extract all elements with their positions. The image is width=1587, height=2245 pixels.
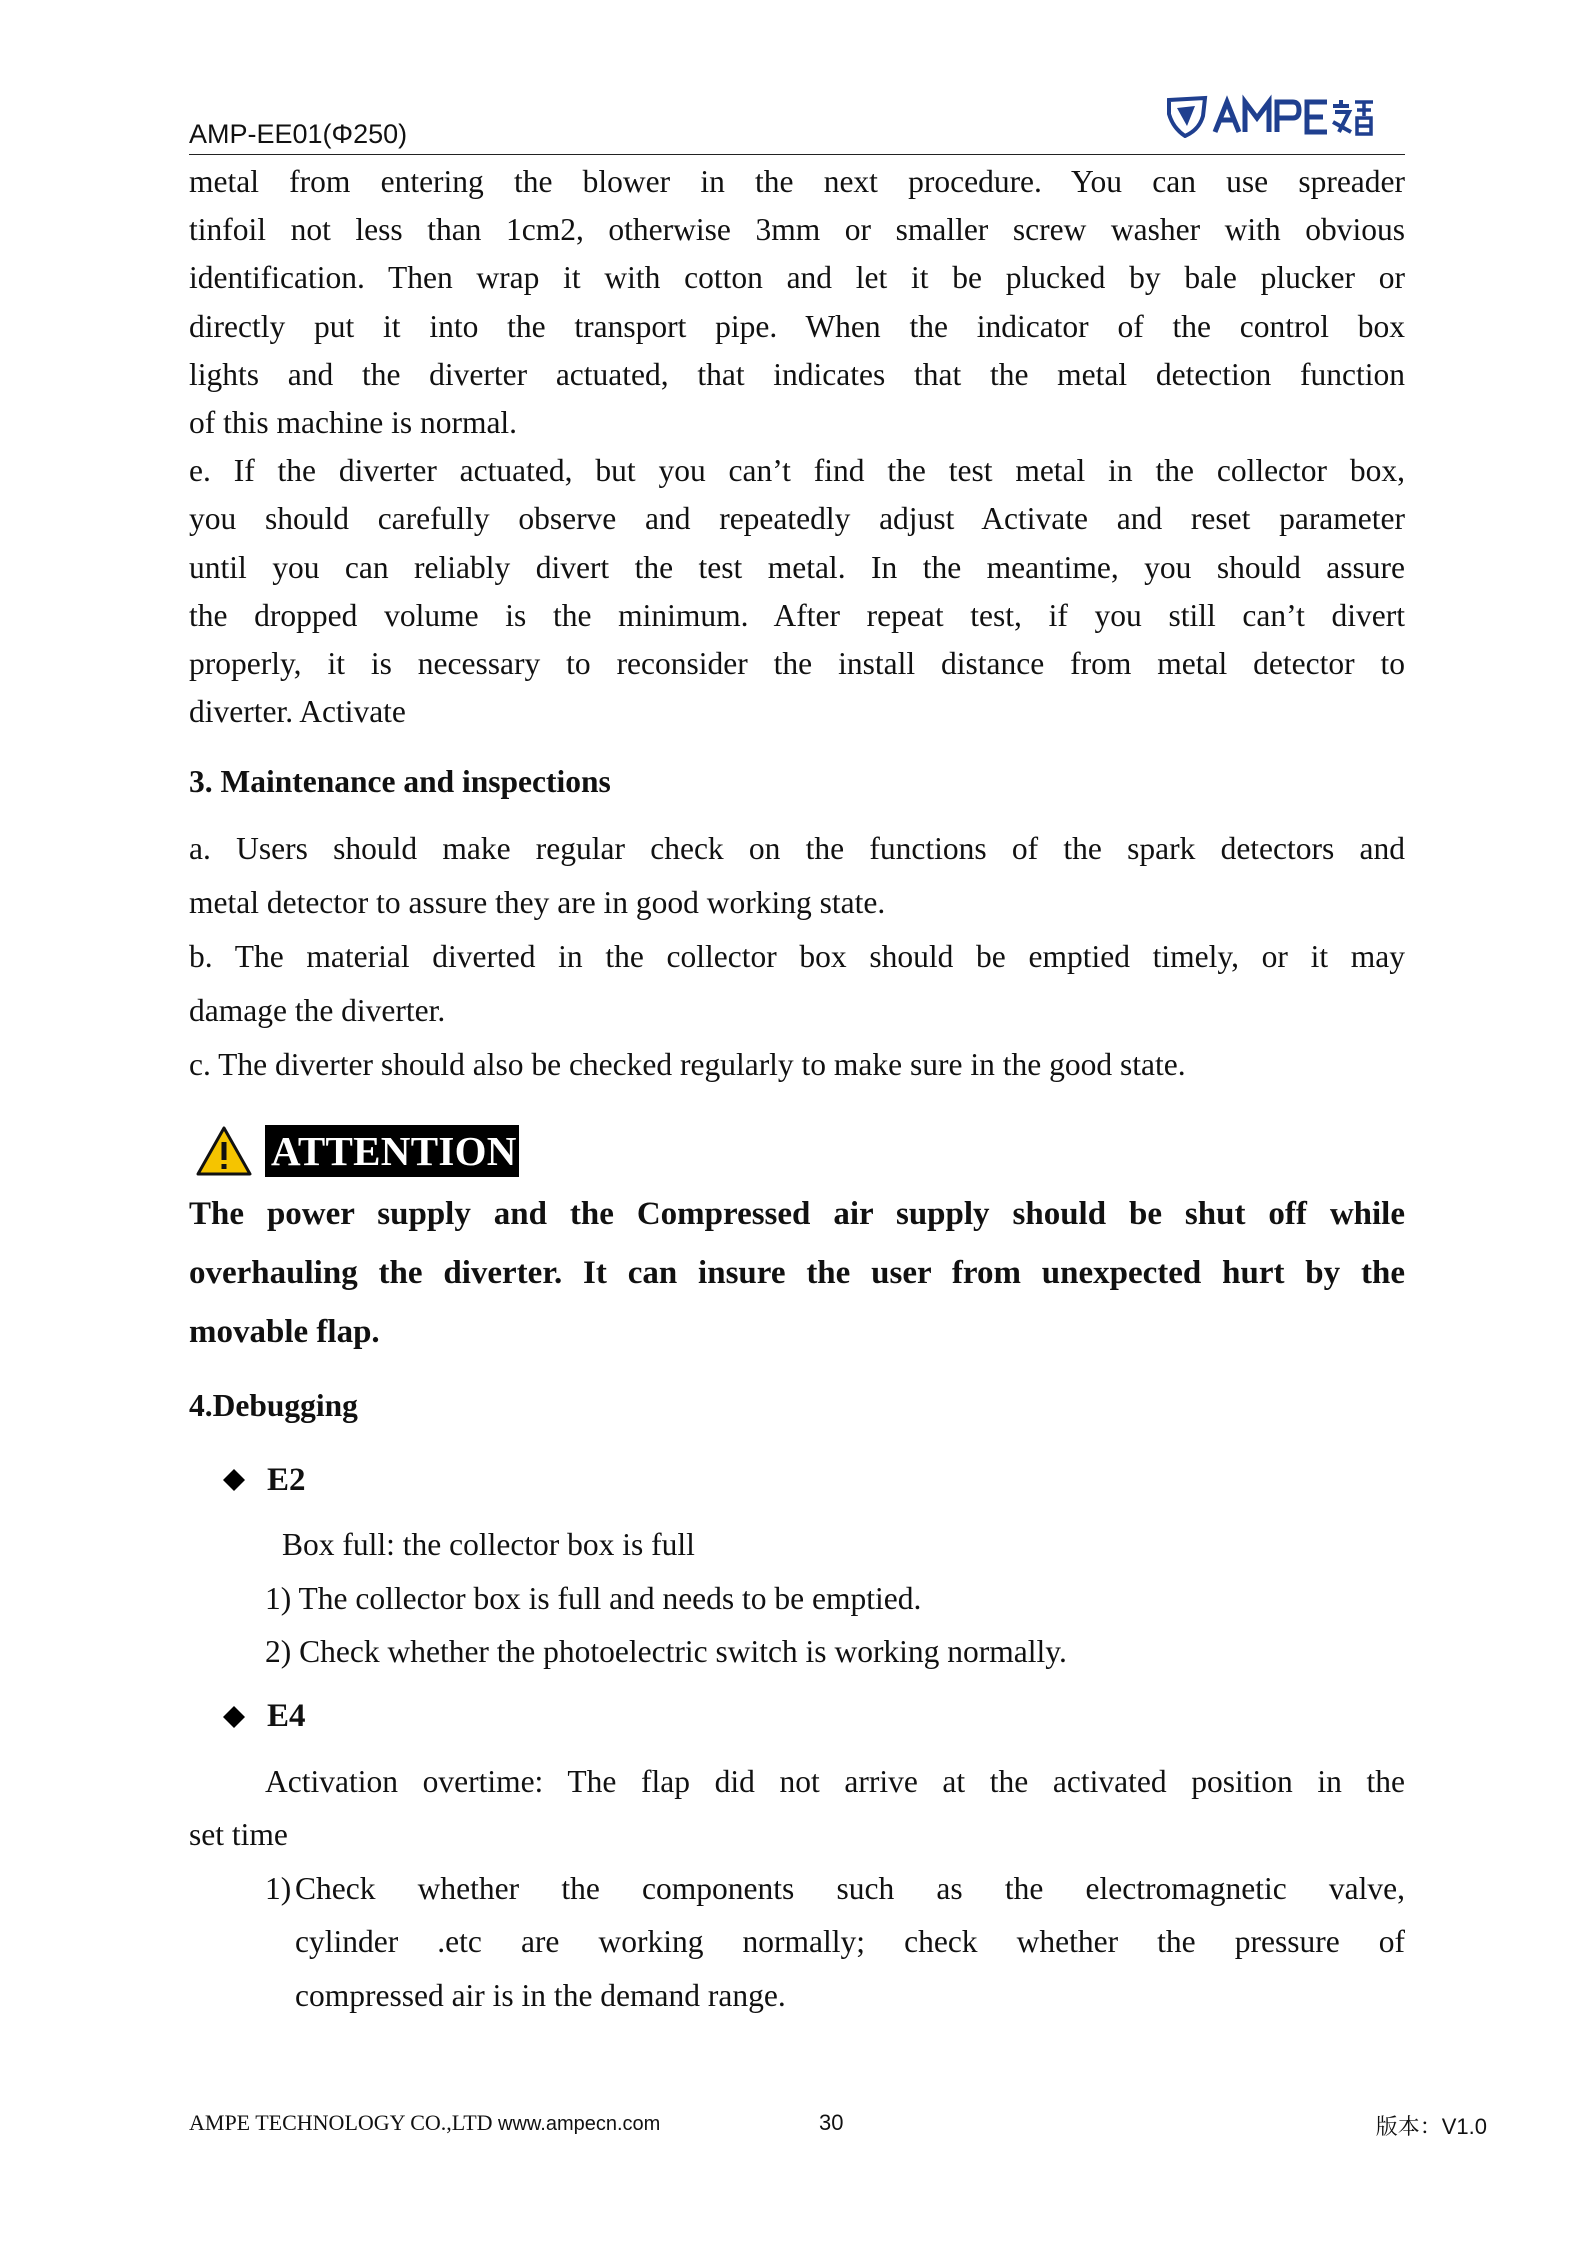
error-code-label: E4 — [267, 1698, 306, 1735]
text-line: lights and the diverter actuated, that indicates that the metal detection function — [189, 356, 1405, 392]
text-line: directly put it into the transport pipe. When the indicator of the control box — [189, 308, 1405, 344]
step-text — [295, 1862, 1405, 2023]
text-line: until you can reliably divert the test metal. In the meantime, you should assure — [189, 549, 1405, 585]
e2-details — [189, 1518, 1405, 1679]
step-item: 1) The collector box is full and needs to be emptied. — [265, 1580, 922, 1616]
step-item: 2) Check whether the photoelectric switch is working normally. — [265, 1634, 1067, 1670]
error-code-label: E2 — [267, 1461, 306, 1498]
text-line: The power supply and the Compressed air supply should be shut off while — [189, 1196, 1405, 1233]
text-line: the dropped volume is the minimum. After repeat test, if you still can’t divert — [189, 597, 1405, 633]
list-item: c. The diverter should also be checked regularly to make sure in the good state. — [189, 1046, 1186, 1082]
text-line: compressed air is in the demand range. — [295, 1977, 786, 2013]
text-line: metal from entering the blower in the next procedure. You can use spreader — [189, 164, 1405, 199]
version-label: 版本：V1.0 — [1375, 2114, 1487, 2139]
text-line: movable flap. — [189, 1314, 380, 1351]
section-heading-debugging: 4.Debugging — [189, 1388, 358, 1424]
error-code-heading-e4 — [189, 1697, 1405, 1737]
page-footer — [189, 2110, 1487, 2146]
list-item-continuation: damage the diverter. — [189, 992, 446, 1028]
error-description: Box full: the collector box is full — [282, 1527, 695, 1563]
step-number: 1) — [265, 1870, 292, 1906]
footer-company — [189, 2110, 660, 2136]
list-item-continuation: metal detector to assure they are in good working state. — [189, 885, 886, 921]
section-heading-maintenance: 3. Maintenance and inspections — [189, 764, 611, 800]
text-line: of this machine is normal. — [189, 405, 518, 441]
page-header — [189, 88, 1405, 155]
ampe-logo-icon — [1165, 94, 1375, 138]
warning-triangle-icon — [195, 1125, 253, 1177]
list-item: b. The material diverted in the collector box should be emptied timely, or it may — [189, 939, 1405, 975]
page-number: 30 — [819, 2110, 844, 2135]
text-line: cylinder .etc are working normally; check whether the pressure of — [295, 1924, 1405, 1960]
text-line: tinfoil not less than 1cm2, otherwise 3mm or smaller screw washer with obvious — [189, 212, 1405, 248]
text-line: identification. Then wrap it with cotton and let it be plucked by bale plucker or — [189, 260, 1405, 296]
page-content — [189, 158, 1405, 2022]
document-code: AMP-EE01(Φ250) — [189, 119, 408, 149]
text-line: overhauling the diverter. It can insure the user from unexpected hurt by the — [189, 1255, 1405, 1292]
paragraph-metal-test — [189, 158, 1405, 447]
text-line: properly, it is necessary to reconsider the install distance from metal detector to — [189, 646, 1405, 682]
e4-details — [189, 1755, 1405, 2023]
diamond-bullet-icon — [223, 1469, 245, 1491]
step-item — [189, 1862, 1405, 2023]
company-name: AMPE TECHNOLOGY CO.,LTD — [189, 2110, 493, 2135]
error-description-continuation: set time — [189, 1817, 288, 1853]
text-line: Check whether the components such as the electromagnetic valve, — [295, 1870, 1405, 1906]
maintenance-list — [189, 822, 1405, 1091]
text-line: diverter. Activate — [189, 694, 406, 730]
text-line: you should carefully observe and repeatedly adjust Activate and reset parameter — [189, 501, 1405, 537]
diamond-bullet-icon — [223, 1706, 245, 1728]
error-code-heading-e2 — [189, 1460, 1405, 1500]
attention-banner — [189, 1121, 1405, 1181]
text-line: e. If the diverter actuated, but you can’t find the test metal in the collector box, — [189, 453, 1405, 489]
error-description: Activation overtime: The flap did not arrive at the activated position in the — [265, 1763, 1405, 1799]
company-logo — [1165, 94, 1375, 138]
attention-message — [189, 1185, 1405, 1362]
list-item: a. Users should make regular check on the functions of the spark detectors and — [189, 831, 1405, 867]
company-url: www.ampecn.com — [498, 2113, 661, 2135]
paragraph-e — [189, 447, 1405, 736]
attention-label: ATTENTION — [265, 1125, 519, 1177]
